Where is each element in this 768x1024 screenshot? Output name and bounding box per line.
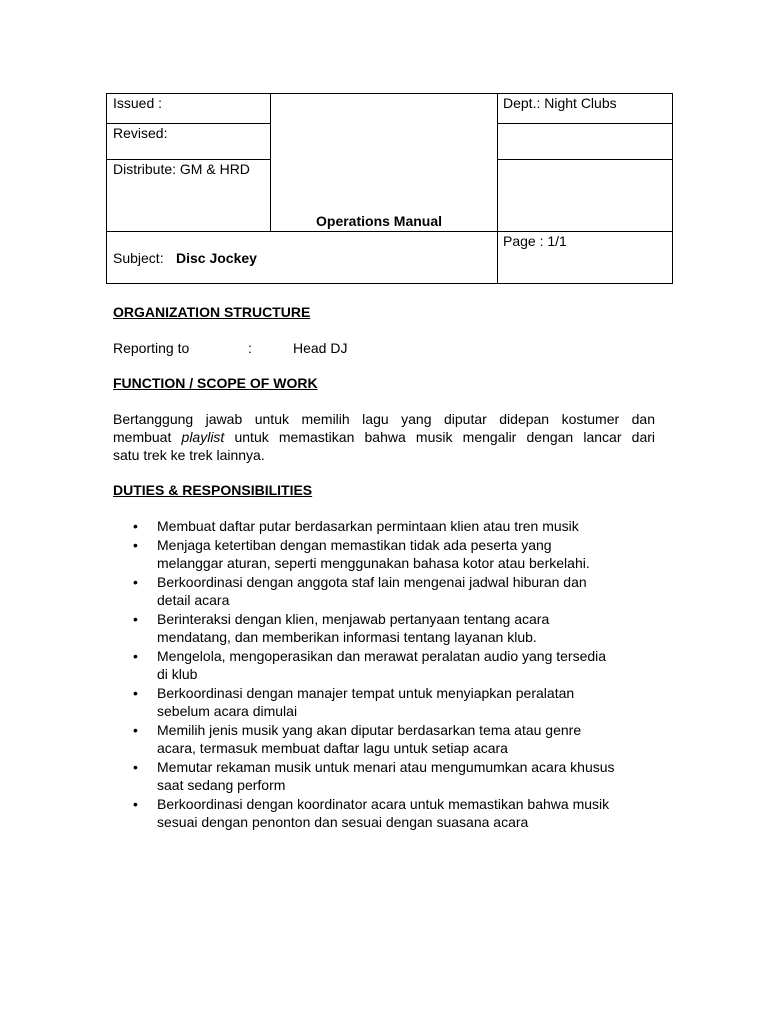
bullet-icon: • — [133, 796, 138, 812]
paragraph-line: membuat playlist untuk memastikan bahwa musik mengalir dengan lancar dari — [113, 429, 656, 445]
department-label: Dept.: Night Clubs — [503, 95, 617, 111]
list-item: • Berkoordinasi dengan koordinator acara untuk memastikan bahwa musik sesuai dengan penonton dan sesuai dengan suasana acara — [133, 796, 610, 830]
reporting-separator: : — [248, 340, 252, 356]
reporting-label: Reporting to — [113, 340, 190, 356]
header-divider — [106, 123, 271, 124]
document-title: Operations Manual — [316, 213, 443, 229]
bullet-icon: • — [133, 685, 138, 701]
bullet-icon: • — [133, 648, 138, 664]
header-divider — [497, 159, 673, 160]
reporting-value: Head DJ — [293, 340, 348, 356]
revised-label: Revised: — [113, 125, 168, 141]
list-item: • Membuat daftar putar berdasarkan permintaan klien atau tren musik — [133, 518, 579, 534]
list-item: • Memilih jenis musik yang akan diputar berdasarkan tema atau genre acara, termasuk membuat daftar lagu untuk setiap acara — [133, 722, 582, 756]
bullet-icon: • — [133, 759, 138, 775]
paragraph-line: Bertanggung jawab untuk memilih lagu yang diputar didepan kostumer dan — [113, 411, 655, 427]
subject-label: Subject: — [113, 250, 164, 266]
duties-heading: DUTIES & RESPONSIBILITIES — [113, 482, 313, 498]
list-item: • Menjaga ketertiban dengan memastikan tidak ada peserta yang melanggar aturan, seperti menggunakan bahasa kotor atau berkelahi. — [133, 537, 590, 571]
header-divider — [497, 93, 498, 284]
playlist-term: playlist — [181, 429, 225, 445]
list-item: • Mengelola, mengoperasikan dan merawat peralatan audio yang tersedia di klub — [133, 648, 607, 682]
function-heading: FUNCTION / SCOPE OF WORK — [113, 375, 318, 391]
list-item: • Berkoordinasi dengan manajer tempat untuk menyiapkan peralatan sebelum acara dimulai — [133, 685, 575, 719]
page-number: Page : 1/1 — [503, 233, 567, 249]
header-divider — [497, 123, 673, 124]
header-divider — [106, 159, 271, 160]
header-divider — [270, 93, 271, 232]
distribute-label: Distribute: GM & HRD — [113, 161, 250, 177]
bullet-icon: • — [133, 611, 138, 627]
paragraph-line: satu trek ke trek lainnya. — [113, 447, 265, 463]
bullet-icon: • — [133, 537, 138, 553]
function-paragraph — [113, 410, 655, 464]
bullet-icon: • — [133, 518, 138, 534]
subject-value: Disc Jockey — [176, 250, 257, 266]
bullet-icon: • — [133, 722, 138, 738]
header-divider — [106, 231, 673, 232]
list-item: • Berkoordinasi dengan anggota staf lain mengenai jadwal hiburan dan detail acara — [133, 574, 587, 608]
issued-label: Issued : — [113, 95, 163, 111]
duties-list — [133, 517, 673, 832]
list-item: • Memutar rekaman musik untuk menari atau mengumumkan acara khusus saat sedang perform — [133, 759, 615, 793]
bullet-icon: • — [133, 574, 138, 590]
list-item: • Berinteraksi dengan klien, menjawab pertanyaan tentang acara mendatang, dan memberikan informasi tentang layanan klub. — [133, 611, 550, 645]
organization-heading: ORGANIZATION STRUCTURE — [113, 304, 311, 320]
